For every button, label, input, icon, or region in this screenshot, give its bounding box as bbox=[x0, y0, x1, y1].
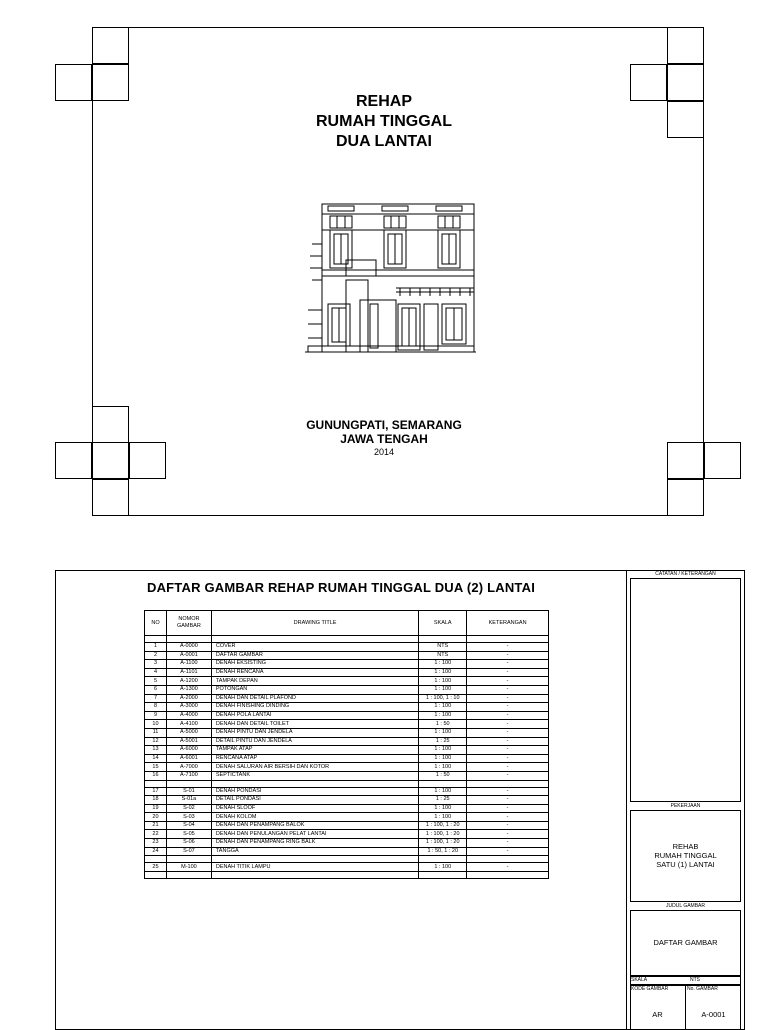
table-cell bbox=[467, 871, 549, 878]
table-row bbox=[145, 668, 549, 677]
cell-scale: 1 : 100 bbox=[419, 754, 467, 763]
cell-remark: - bbox=[467, 737, 549, 746]
cell-code: A-5001 bbox=[166, 737, 211, 746]
table-row bbox=[145, 863, 549, 872]
table-cell bbox=[419, 636, 467, 643]
cell-scale: 1 : 100 bbox=[419, 677, 467, 686]
number-label: No. GAMBAR bbox=[687, 986, 718, 992]
cell-title: DENAH SLOOF bbox=[211, 804, 418, 813]
cell-remark: - bbox=[467, 703, 549, 712]
cell-remark: - bbox=[467, 847, 549, 856]
cell-scale: 1 : 100, 1 : 20 bbox=[419, 830, 467, 839]
cell-remark: - bbox=[467, 677, 549, 686]
col-header-code-line: NOMOR bbox=[178, 616, 200, 622]
cover-title bbox=[240, 92, 528, 152]
cell-code: A-7100 bbox=[166, 771, 211, 780]
table-row bbox=[145, 763, 549, 772]
table-row bbox=[145, 720, 549, 729]
cell-no: 23 bbox=[145, 839, 167, 848]
cell-no: 24 bbox=[145, 847, 167, 856]
cell-no: 15 bbox=[145, 763, 167, 772]
table-row bbox=[145, 813, 549, 822]
drawing-title: DAFTAR GAMBAR bbox=[653, 938, 718, 947]
cell-remark: - bbox=[467, 685, 549, 694]
table-spacer-row bbox=[145, 856, 549, 863]
cell-title: DETAIL PONDASI bbox=[211, 796, 418, 805]
cell-code: A-0001 bbox=[166, 651, 211, 660]
table-cell bbox=[211, 856, 418, 863]
cell-scale: 1 : 100 bbox=[419, 763, 467, 772]
table-cell bbox=[419, 871, 467, 878]
table-cell bbox=[419, 780, 467, 787]
table-row bbox=[145, 787, 549, 796]
cell-title: TANGGA bbox=[211, 847, 418, 856]
cell-code: S-06 bbox=[166, 839, 211, 848]
cell-scale: 1 : 100 bbox=[419, 728, 467, 737]
cell-remark: - bbox=[467, 651, 549, 660]
cell-no: 1 bbox=[145, 643, 167, 652]
cell-title: DENAH DAN PENAMPANG BALOK bbox=[211, 821, 418, 830]
project-year: 2014 bbox=[373, 447, 395, 457]
cell-code: A-0000 bbox=[166, 643, 211, 652]
cell-title: DENAH PONDASI bbox=[211, 787, 418, 796]
project-location bbox=[240, 418, 528, 458]
cell-remark: - bbox=[467, 787, 549, 796]
cell-no: 12 bbox=[145, 737, 167, 746]
cell-code: A-2000 bbox=[166, 694, 211, 703]
table-row bbox=[145, 685, 549, 694]
table-spacer-row bbox=[145, 871, 549, 878]
table-row bbox=[145, 796, 549, 805]
cell-remark: - bbox=[467, 746, 549, 755]
cell-code: S-01a bbox=[166, 796, 211, 805]
cell-scale: NTS bbox=[419, 643, 467, 652]
cell-title: TAMPAK ATAP bbox=[211, 746, 418, 755]
table-cell bbox=[467, 780, 549, 787]
table-row bbox=[145, 821, 549, 830]
location-province: JAWA TENGAH bbox=[340, 432, 428, 446]
table-row bbox=[145, 804, 549, 813]
cell-remark: - bbox=[467, 863, 549, 872]
table-cell bbox=[166, 780, 211, 787]
cell-code: S-05 bbox=[166, 830, 211, 839]
table-row bbox=[145, 694, 549, 703]
cell-no: 13 bbox=[145, 746, 167, 755]
cell-remark: - bbox=[467, 804, 549, 813]
cell-title: DETAIL PINTU DAN JENDELA bbox=[211, 737, 418, 746]
cell-title: COVER bbox=[211, 643, 418, 652]
col-header-title: DRAWING TITLE bbox=[211, 611, 418, 636]
table-row bbox=[145, 839, 549, 848]
table-cell bbox=[166, 856, 211, 863]
cell-no: 8 bbox=[145, 703, 167, 712]
cell-scale: 1 : 100 bbox=[419, 813, 467, 822]
cell-no: 21 bbox=[145, 821, 167, 830]
cell-no: 3 bbox=[145, 660, 167, 669]
cell-no: 16 bbox=[145, 771, 167, 780]
cell-title: RENCANA ATAP bbox=[211, 754, 418, 763]
cell-remark: - bbox=[467, 660, 549, 669]
cell-code: A-1100 bbox=[166, 660, 211, 669]
table-cell bbox=[467, 636, 549, 643]
drawing-list-body bbox=[145, 636, 549, 879]
code-value: AR bbox=[652, 1010, 663, 1019]
cell-code: A-1200 bbox=[166, 677, 211, 686]
cell-title: DENAH FINISHING DINDING bbox=[211, 703, 418, 712]
cell-code: S-02 bbox=[166, 804, 211, 813]
cell-scale: 1 : 100 bbox=[419, 660, 467, 669]
cell-code: M-100 bbox=[166, 863, 211, 872]
cell-scale: 1 : 100 bbox=[419, 863, 467, 872]
scale-label: SKALA bbox=[631, 977, 648, 983]
col-header-code-line: GAMBAR bbox=[176, 623, 201, 629]
table-row bbox=[145, 754, 549, 763]
cell-title: DENAH POLA LANTAI bbox=[211, 711, 418, 720]
cell-scale: 1 : 25 bbox=[419, 796, 467, 805]
cell-scale: 1 : 100 bbox=[419, 804, 467, 813]
cell-title: DENAH DAN PENAMPANG RING BALK bbox=[211, 839, 418, 848]
cell-no: 22 bbox=[145, 830, 167, 839]
table-cell bbox=[145, 780, 167, 787]
cell-no: 6 bbox=[145, 685, 167, 694]
cell-remark: - bbox=[467, 839, 549, 848]
number-value: A-0001 bbox=[701, 1010, 726, 1019]
cell-remark: - bbox=[467, 668, 549, 677]
cell-no: 4 bbox=[145, 668, 167, 677]
cell-title: DENAH KOLOM bbox=[211, 813, 418, 822]
cell-title: DENAH SALURAN AIR BERSIH DAN KOTOR bbox=[211, 763, 418, 772]
cell-no: 9 bbox=[145, 711, 167, 720]
table-cell bbox=[211, 780, 418, 787]
table-row bbox=[145, 746, 549, 755]
cell-no: 7 bbox=[145, 694, 167, 703]
cell-title: DENAH EKSISTING bbox=[211, 660, 418, 669]
cell-no: 17 bbox=[145, 787, 167, 796]
project-label: PEKERJAAN bbox=[670, 803, 701, 809]
cell-scale: 1 : 50 bbox=[419, 720, 467, 729]
cell-code: A-1101 bbox=[166, 668, 211, 677]
project-name-line: SATU (1) LANTAI bbox=[656, 860, 715, 869]
cell-remark: - bbox=[467, 830, 549, 839]
cover-title-line: REHAP bbox=[355, 93, 412, 110]
code-divider bbox=[685, 985, 686, 1030]
project-name-line: RUMAH TINGGAL bbox=[654, 851, 717, 860]
cell-scale: 1 : 100 bbox=[419, 703, 467, 712]
cover-title-line: DUA LANTAI bbox=[336, 133, 432, 150]
cell-remark: - bbox=[467, 813, 549, 822]
cell-scale: 1 : 100, 1 : 10 bbox=[419, 694, 467, 703]
cell-code: A-6000 bbox=[166, 746, 211, 755]
notes-label: CATATAN / KETERANGAN bbox=[655, 571, 716, 577]
cell-no: 25 bbox=[145, 863, 167, 872]
cell-no: 5 bbox=[145, 677, 167, 686]
cell-code: S-01 bbox=[166, 787, 211, 796]
table-cell bbox=[145, 871, 167, 878]
cell-code: S-07 bbox=[166, 847, 211, 856]
table-row bbox=[145, 643, 549, 652]
cell-code: A-1300 bbox=[166, 685, 211, 694]
table-row bbox=[145, 651, 549, 660]
cell-title: TAMPAK DEPAN bbox=[211, 677, 418, 686]
col-header-no: NO bbox=[145, 611, 167, 636]
cell-title: DENAH TITIK LAMPU bbox=[211, 863, 418, 872]
cell-no: 18 bbox=[145, 796, 167, 805]
cell-title: DENAH PINTU DAN JENDELA bbox=[211, 728, 418, 737]
table-row bbox=[145, 830, 549, 839]
cell-no: 19 bbox=[145, 804, 167, 813]
cell-remark: - bbox=[467, 643, 549, 652]
cell-remark: - bbox=[467, 720, 549, 729]
project-name bbox=[630, 842, 741, 869]
house-elevation-drawing bbox=[300, 200, 480, 356]
cell-no: 11 bbox=[145, 728, 167, 737]
col-header-remark: KETERANGAN bbox=[467, 611, 549, 636]
cell-code: A-4000 bbox=[166, 711, 211, 720]
cell-code: A-5000 bbox=[166, 728, 211, 737]
table-row bbox=[145, 677, 549, 686]
drawing-title-label: JUDUL GAMBAR bbox=[666, 903, 705, 909]
cell-no: 2 bbox=[145, 651, 167, 660]
cell-remark: - bbox=[467, 821, 549, 830]
table-row bbox=[145, 660, 549, 669]
location-city: GUNUNGPATI, SEMARANG bbox=[306, 418, 462, 432]
cell-scale: 1 : 100 bbox=[419, 787, 467, 796]
table-row bbox=[145, 711, 549, 720]
table-spacer-row bbox=[145, 780, 549, 787]
table-row bbox=[145, 703, 549, 712]
table-cell bbox=[145, 856, 167, 863]
cell-remark: - bbox=[467, 771, 549, 780]
table-cell bbox=[211, 871, 418, 878]
cell-title: DENAH DAN PENULANGAN PELAT LANTAI bbox=[211, 830, 418, 839]
cell-scale: 1 : 100, 1 : 20 bbox=[419, 839, 467, 848]
table-cell bbox=[419, 856, 467, 863]
sheet-title: DAFTAR GAMBAR REHAP RUMAH TINGGAL DUA (2) LANTAI bbox=[146, 580, 536, 595]
cell-code: S-03 bbox=[166, 813, 211, 822]
cell-remark: - bbox=[467, 728, 549, 737]
cell-code: S-04 bbox=[166, 821, 211, 830]
cell-code: A-3000 bbox=[166, 703, 211, 712]
table-cell bbox=[166, 871, 211, 878]
drawing-list-table bbox=[144, 610, 549, 879]
cell-scale: 1 : 100 bbox=[419, 685, 467, 694]
cell-scale: 1 : 50, 1 : 20 bbox=[419, 847, 467, 856]
cell-remark: - bbox=[467, 754, 549, 763]
table-row bbox=[145, 771, 549, 780]
cell-title: DENAH DAN DETAIL TOILET bbox=[211, 720, 418, 729]
cell-remark: - bbox=[467, 796, 549, 805]
table-spacer-row bbox=[145, 636, 549, 643]
col-header-scale: SKALA bbox=[419, 611, 467, 636]
table-header-row bbox=[145, 611, 549, 636]
scale-value: NTS bbox=[690, 977, 700, 983]
sheet-divider bbox=[626, 570, 627, 1030]
cell-title: SEPTICTANK bbox=[211, 771, 418, 780]
notes-box bbox=[630, 578, 741, 802]
cell-no: 14 bbox=[145, 754, 167, 763]
table-cell bbox=[145, 636, 167, 643]
table-row bbox=[145, 737, 549, 746]
col-header-code bbox=[166, 611, 211, 636]
cell-scale: NTS bbox=[419, 651, 467, 660]
table-row bbox=[145, 728, 549, 737]
cell-scale: 1 : 25 bbox=[419, 737, 467, 746]
table-row bbox=[145, 847, 549, 856]
cover-title-line: RUMAH TINGGAL bbox=[316, 113, 452, 130]
cell-scale: 1 : 100 bbox=[419, 711, 467, 720]
cell-scale: 1 : 50 bbox=[419, 771, 467, 780]
cell-remark: - bbox=[467, 711, 549, 720]
table-cell bbox=[211, 636, 418, 643]
cell-code: A-7000 bbox=[166, 763, 211, 772]
project-name-line: REHAB bbox=[672, 842, 699, 851]
cell-scale: 1 : 100 bbox=[419, 668, 467, 677]
table-cell bbox=[166, 636, 211, 643]
cell-scale: 1 : 100 bbox=[419, 746, 467, 755]
cell-no: 10 bbox=[145, 720, 167, 729]
code-label: KODE GAMBAR bbox=[631, 986, 669, 992]
cell-title: DENAH DAN DETAIL PLAFOND bbox=[211, 694, 418, 703]
cell-code: A-6001 bbox=[166, 754, 211, 763]
cell-scale: 1 : 100, 1 : 20 bbox=[419, 821, 467, 830]
cell-remark: - bbox=[467, 694, 549, 703]
cell-remark: - bbox=[467, 763, 549, 772]
cell-title: DENAH RENCANA bbox=[211, 668, 418, 677]
cell-title: POTONGAN bbox=[211, 685, 418, 694]
table-cell bbox=[467, 856, 549, 863]
cell-title: DAFTAR GAMBAR bbox=[211, 651, 418, 660]
cell-no: 20 bbox=[145, 813, 167, 822]
cell-code: A-4100 bbox=[166, 720, 211, 729]
